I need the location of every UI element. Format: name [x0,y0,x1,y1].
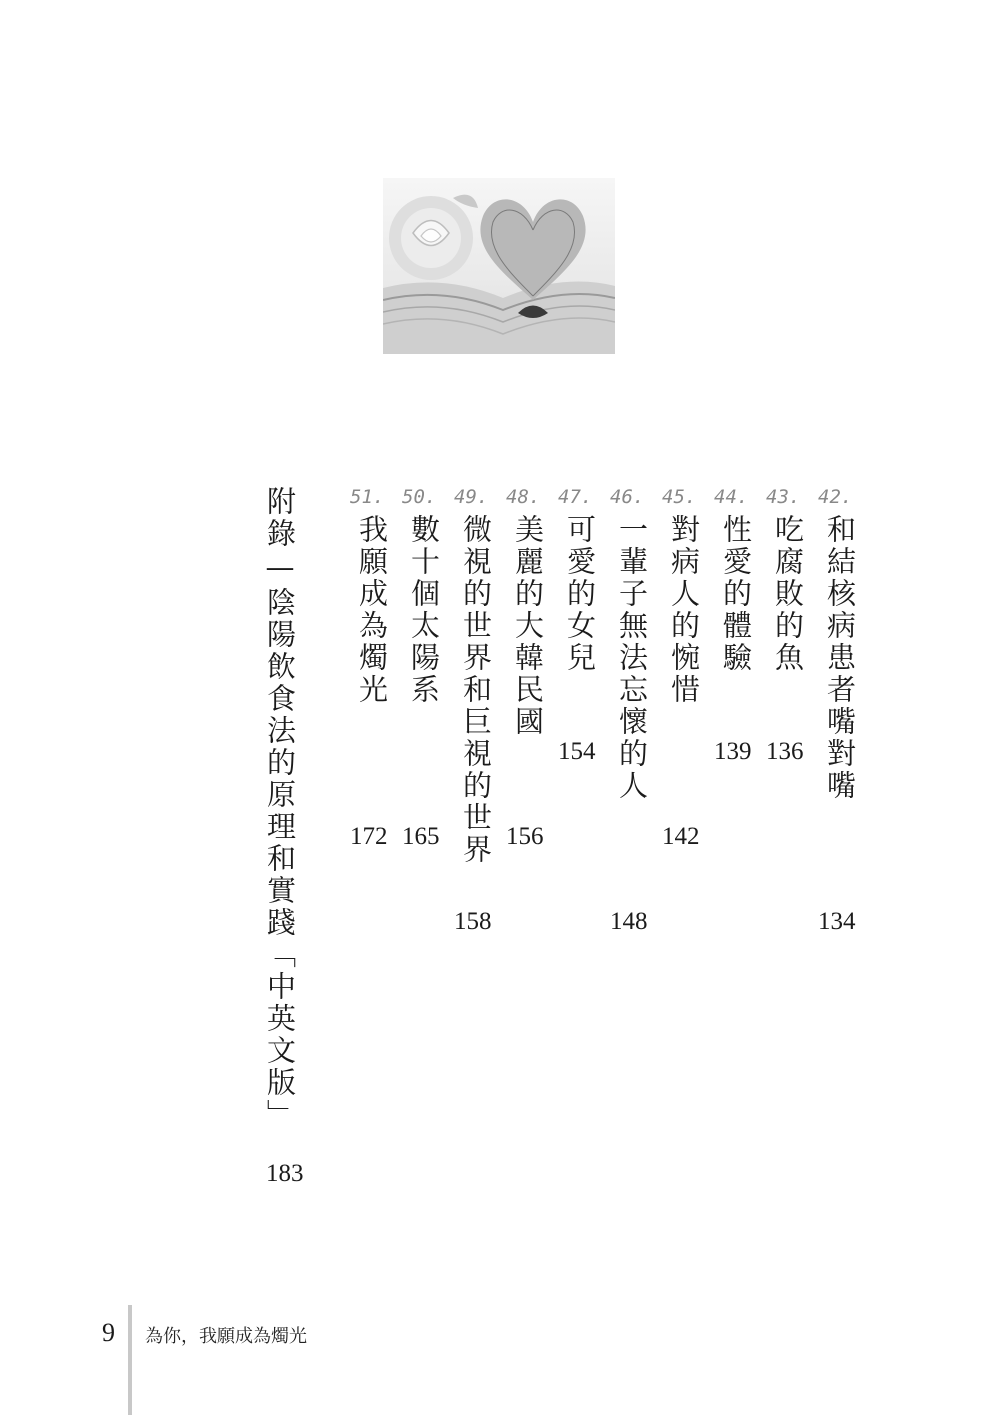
entry-number: 46. [610,486,645,508]
entry-number: 42. [818,486,853,508]
entry-title: 和結核病患者嘴對嘴 [823,514,857,802]
entry-title: 我願成為燭光 [355,514,389,706]
entry-page-number: 139 [714,738,752,765]
entry-title: 性愛的體驗 [719,514,753,674]
page-folio-number: 9 [102,1318,115,1347]
entry-number: 45. [662,486,697,508]
entry-page-number: 154 [558,738,596,765]
entry-title: 吃腐敗的魚 [771,514,805,674]
entry-title: 微視的世界和巨視的世界 [459,514,493,866]
rose-and-heart-book-image [383,178,615,354]
appendix-title: 附錄—陰陽飲食法的原理和實踐「中英文版」 [263,486,297,1131]
footer-divider [128,1305,132,1415]
entry-page-number: 134 [818,908,856,935]
entry-title: 可愛的女兒 [563,514,597,674]
entry-title: 數十個太陽系 [407,514,441,706]
entry-number: 50. [402,486,437,508]
running-title: 為你，我願成為燭光 [145,1326,307,1347]
entry-page-number: 148 [610,908,648,935]
entry-page-number: 136 [766,738,804,765]
entry-number: 51. [350,486,385,508]
entry-number: 48. [506,486,541,508]
appendix-page-number: 183 [266,1160,304,1187]
entry-title: 對病人的惋惜 [667,514,701,706]
entry-page-number: 156 [506,823,544,850]
entry-page-number: 172 [350,823,388,850]
entry-number: 47. [558,486,593,508]
entry-number: 43. [766,486,801,508]
entry-title: 美麗的大韓民國 [511,514,545,738]
entry-page-number: 158 [454,908,492,935]
entry-number: 44. [714,486,749,508]
entry-title: 一輩子無法忘懷的人 [615,514,649,802]
entry-page-number: 165 [402,823,440,850]
entry-page-number: 142 [662,823,700,850]
entry-number: 49. [454,486,489,508]
